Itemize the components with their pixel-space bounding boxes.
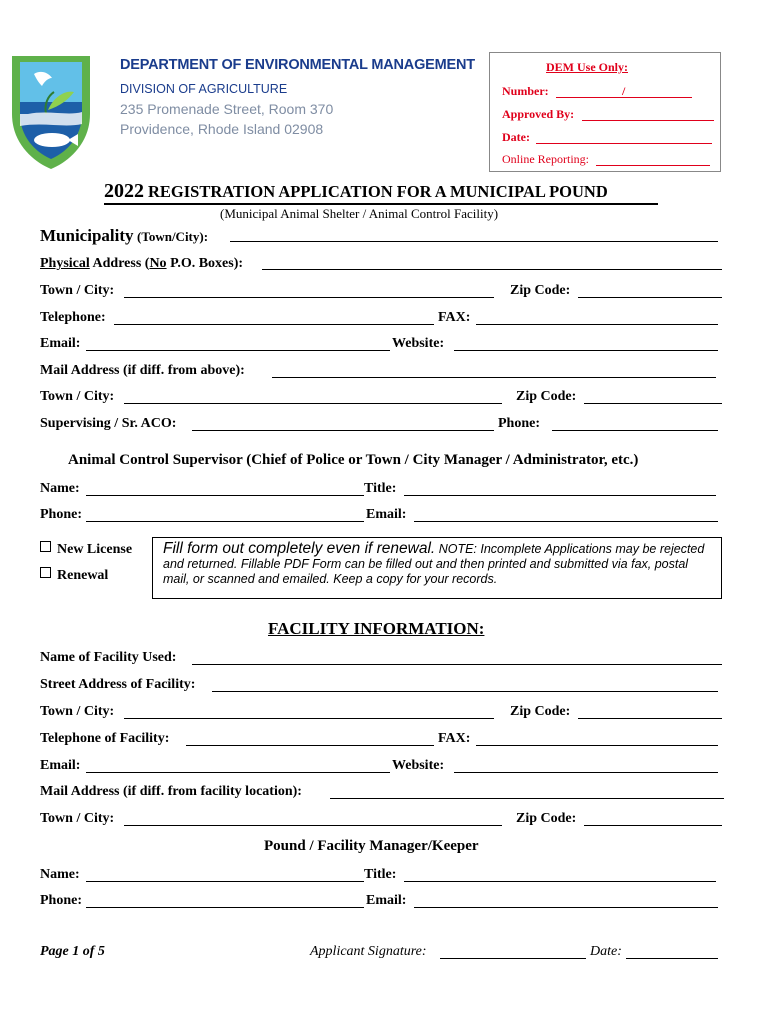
- supervisor-heading: Animal Control Supervisor (Chief of Police or Town / City Manager / Administrator, etc.): [68, 452, 639, 468]
- dem-use-only-title: DEM Use Only:: [546, 60, 628, 74]
- town-city-label: Town / City:: [40, 283, 115, 298]
- manager-name-label: Name:: [40, 867, 80, 882]
- supervisor-phone-field[interactable]: [86, 521, 364, 522]
- new-license-checkbox[interactable]: [40, 541, 51, 552]
- renewal-checkbox[interactable]: [40, 567, 51, 578]
- facility-name-field[interactable]: [192, 664, 722, 665]
- email-label: Email:: [40, 336, 81, 351]
- dem-online-field[interactable]: [596, 165, 710, 166]
- facility-mail-zip-code-field[interactable]: [584, 825, 722, 826]
- facility-mail-zip-code-label: Zip Code:: [516, 811, 577, 826]
- facility-heading: FACILITY INFORMATION:: [268, 619, 485, 638]
- facility-email-label: Email:: [40, 758, 81, 773]
- footer-date-label: Date:: [590, 944, 622, 959]
- manager-email-field[interactable]: [414, 907, 718, 908]
- dem-online-label: Online Reporting:: [502, 152, 589, 166]
- facility-zip-code-label: Zip Code:: [510, 704, 571, 719]
- dem-use-only-box: [489, 52, 721, 172]
- instructions-note-box: [152, 537, 722, 599]
- facility-telephone-field[interactable]: [186, 745, 434, 746]
- footer-date-field[interactable]: [626, 958, 718, 959]
- manager-name-field[interactable]: [86, 881, 364, 882]
- supervising-aco-field[interactable]: [192, 430, 494, 431]
- supervisor-name-label: Name:: [40, 481, 80, 496]
- facility-fax-label: FAX:: [438, 731, 471, 746]
- manager-title-label: Title:: [364, 867, 397, 882]
- aco-phone-field[interactable]: [552, 430, 718, 431]
- supervisor-title-field[interactable]: [404, 495, 716, 496]
- form-year: 2022: [104, 180, 144, 202]
- physical-address-field[interactable]: [262, 269, 722, 270]
- mail-zip-code-field[interactable]: [584, 403, 722, 404]
- dem-date-field[interactable]: [536, 143, 712, 144]
- form-subtitle: (Municipal Animal Shelter / Animal Control Facility): [220, 206, 499, 221]
- dem-number-label: Number:: [502, 84, 549, 98]
- supervisor-email-label: Email:: [366, 507, 407, 522]
- facility-website-label: Website:: [392, 758, 445, 773]
- physical-address-label: Physical Address (No P.O. Boxes):: [40, 256, 244, 271]
- page-number: Page 1 of 5: [40, 944, 105, 959]
- manager-phone-field[interactable]: [86, 907, 364, 908]
- signature-field[interactable]: [440, 958, 586, 959]
- fax-field[interactable]: [476, 324, 718, 325]
- manager-phone-label: Phone:: [40, 893, 82, 908]
- website-field[interactable]: [454, 350, 718, 351]
- supervisor-name-field[interactable]: [86, 495, 364, 496]
- telephone-label: Telephone:: [40, 310, 106, 325]
- manager-heading: Pound / Facility Manager/Keeper: [264, 838, 479, 854]
- supervising-aco-label: Supervising / Sr. ACO:: [40, 416, 177, 431]
- facility-fax-field[interactable]: [476, 745, 718, 746]
- municipality-label: Municipality (Town/City):: [40, 226, 209, 245]
- aco-phone-label: Phone:: [498, 416, 540, 431]
- town-city-field[interactable]: [124, 297, 494, 298]
- zip-code-label: Zip Code:: [510, 283, 571, 298]
- title-underline: [104, 203, 658, 205]
- facility-street-field[interactable]: [212, 691, 718, 692]
- facility-email-field[interactable]: [86, 772, 390, 773]
- facility-mail-town-city-label: Town / City:: [40, 811, 115, 826]
- instructions-lead: Fill form out completely even if renewal.: [163, 540, 436, 557]
- renewal-option[interactable]: Renewal: [40, 567, 108, 584]
- division-name: DIVISION OF AGRICULTURE: [120, 82, 288, 96]
- mail-zip-code-label: Zip Code:: [516, 389, 577, 404]
- instructions-rest: NOTE: Incomplete Applications may be rejected and returned. Fillable PDF Form can be filled out and then printed and submitted via fax, postal mail, or scanned and emailed. Keep a copy for your records.: [163, 542, 705, 586]
- manager-email-label: Email:: [366, 893, 407, 908]
- form-title-text: REGISTRATION APPLICATION FOR A MUNICIPAL POUND: [148, 182, 608, 201]
- mail-address-label: Mail Address (if diff. from above):: [40, 363, 245, 378]
- facility-mail-address-label: Mail Address (if diff. from facility location):: [40, 784, 302, 799]
- dem-logo: [8, 52, 94, 172]
- municipality-field[interactable]: [230, 241, 718, 242]
- facility-telephone-label: Telephone of Facility:: [40, 731, 170, 746]
- facility-mail-town-city-field[interactable]: [124, 825, 502, 826]
- facility-website-field[interactable]: [454, 772, 718, 773]
- supervisor-email-field[interactable]: [414, 521, 718, 522]
- website-label: Website:: [392, 336, 445, 351]
- mail-town-city-field[interactable]: [124, 403, 502, 404]
- city-state-zip: Providence, Rhode Island 02908: [120, 121, 324, 137]
- zip-code-field[interactable]: [578, 297, 722, 298]
- department-name: DEPARTMENT OF ENVIRONMENTAL MANAGEMENT: [120, 57, 475, 73]
- email-field[interactable]: [86, 350, 390, 351]
- manager-title-field[interactable]: [404, 881, 716, 882]
- mail-address-field[interactable]: [272, 377, 716, 378]
- new-license-option[interactable]: New License: [40, 541, 132, 558]
- facility-name-label: Name of Facility Used:: [40, 650, 177, 665]
- fax-label: FAX:: [438, 310, 471, 325]
- dem-approved-field[interactable]: [582, 120, 714, 121]
- facility-town-city-field[interactable]: [124, 718, 494, 719]
- telephone-field[interactable]: [114, 324, 434, 325]
- mail-town-city-label: Town / City:: [40, 389, 115, 404]
- signature-label: Applicant Signature:: [310, 944, 427, 959]
- supervisor-phone-label: Phone:: [40, 507, 82, 522]
- dem-date-label: Date:: [502, 130, 530, 144]
- facility-town-city-label: Town / City:: [40, 704, 115, 719]
- form-title: [104, 180, 608, 203]
- facility-mail-address-field[interactable]: [330, 798, 724, 799]
- street-address: 235 Promenade Street, Room 370: [120, 101, 334, 117]
- dem-number-slash: /: [622, 84, 626, 98]
- facility-street-label: Street Address of Facility:: [40, 677, 196, 692]
- supervisor-title-label: Title:: [364, 481, 397, 496]
- dem-approved-label: Approved By:: [502, 107, 575, 121]
- facility-zip-code-field[interactable]: [578, 718, 722, 719]
